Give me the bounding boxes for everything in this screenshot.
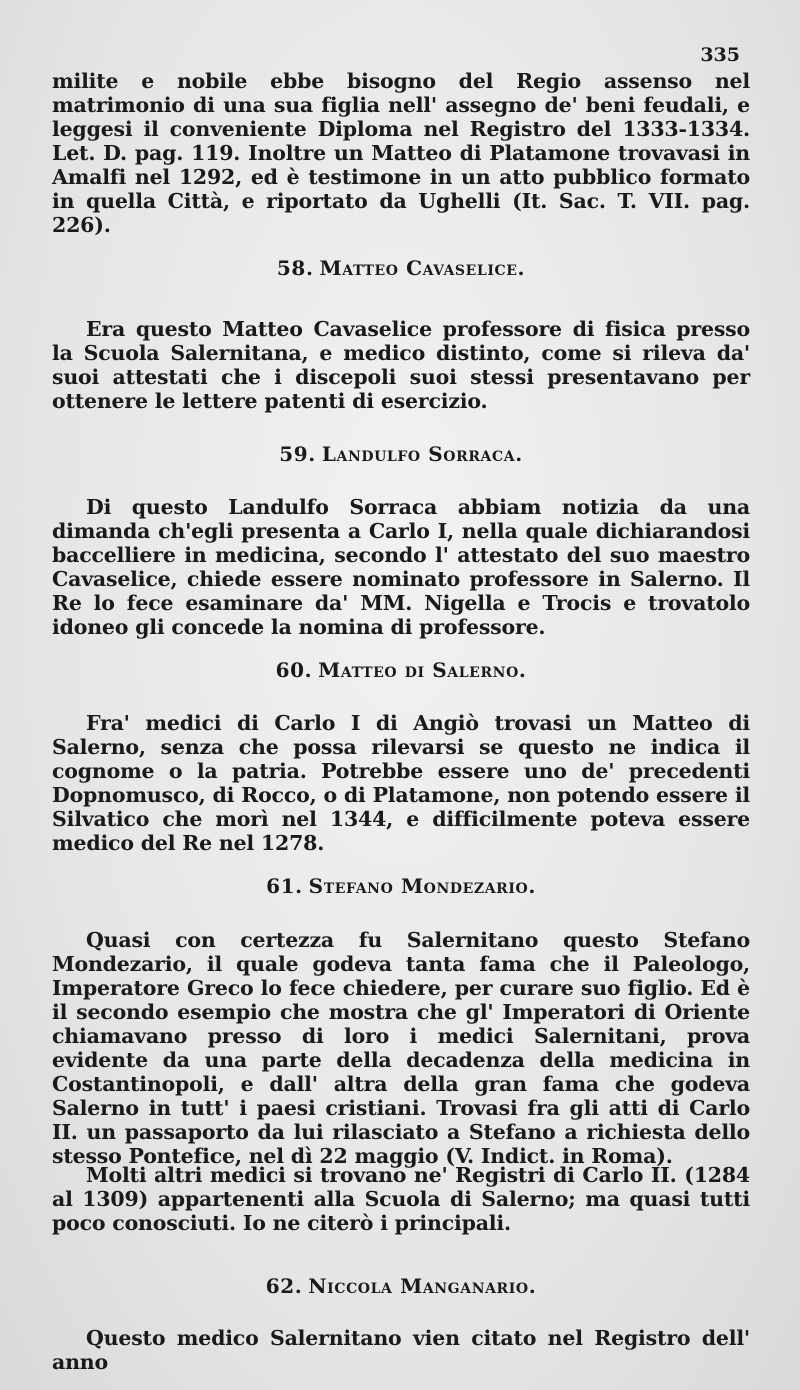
paragraph-intro — [52, 69, 750, 237]
page-number: 335 — [700, 44, 740, 66]
section-number: 62. — [265, 1274, 303, 1298]
paragraph-text: Di questo Landulfo Sorraca abbiam notizia da una dimanda ch'egli presenta a Carlo I, nella quale dichiarandosi baccelliere in medicina, secondo l' attestato del suo maestro Cavaselice, chiede essere nominato professore in Salerno. Il Re lo fece esaminare da' MM. Nigella e Trocis e trovatolo idoneo gli concede la nomina di professore. — [52, 495, 750, 639]
paragraph-61 — [52, 928, 750, 1168]
section-heading-61 — [52, 874, 750, 898]
section-heading-62 — [52, 1274, 750, 1298]
section-number: 59. — [279, 442, 316, 466]
paragraph-text: Questo medico Salernitano vien citato nel Registro dell' anno — [52, 1326, 750, 1374]
section-title: Niccola Manganario. — [308, 1274, 537, 1298]
paragraph-59 — [52, 495, 750, 639]
section-heading-58 — [52, 256, 750, 280]
section-title: Matteo Cavaselice. — [319, 256, 526, 280]
section-title: Landulfo Sorraca. — [321, 442, 523, 466]
paragraph-62 — [52, 1326, 750, 1374]
section-number: 60. — [275, 658, 313, 682]
section-title: Stefano Mondezario. — [308, 874, 536, 898]
paragraph-60 — [52, 711, 750, 855]
section-number: 58. — [276, 256, 314, 280]
paragraph-text: Fra' medici di Carlo I di Angiò trovasi un Matteo di Salerno, senza che possa rilevarsi se questo ne indica il cognome o la patria. Potrebbe essere uno de' precedenti Dopnomusco, di Rocco, o di Platamone, non potendo essere il Silvatico che morì nel 1344, e difficilmente poteva essere medico del Re nel 1278. — [52, 711, 750, 855]
section-number: 61. — [266, 874, 303, 898]
section-heading-59 — [52, 442, 750, 466]
paragraph-other-doctors — [52, 1163, 750, 1235]
paragraph-text: Molti altri medici si trovano ne' Registri di Carlo II. (1284 al 1309) appartenenti alla Scuola di Salerno; ma quasi tutti poco conosciuti. Io ne citerò i principali. — [52, 1163, 750, 1235]
section-title: Matteo di Salerno. — [318, 658, 527, 682]
section-heading-60 — [52, 658, 750, 682]
paragraph-text: Quasi con certezza fu Salernitano questo Stefano Mondezario, il quale godeva tanta fama che il Paleologo, Imperatore Greco lo fece chiedere, per curare suo figlio. Ed è il secondo esempio che mostra che gl' Imperatori di Oriente chiamavano presso di loro i medici Salernitani, prova evidente da una parte della decadenza della medicina in Costantinopoli, e dall' altra della gran fama che godeva Salerno in tutt' i paesi cristiani. Trovasi fra gli atti di Carlo II. un passaporto da lui rilasciato a Stefano a richiesta dello stesso Pontefice, nel dì 22 maggio (V. Indict. in Roma). — [52, 928, 750, 1168]
paragraph-text: milite e nobile ebbe bisogno del Regio assenso nel matrimonio di una sua figlia nell' assegno de' beni feudali, e leggesi il conveniente Diploma nel Registro del 1333-1334. Let. D. pag. 119. Inoltre un Matteo di Platamone trovavasi in Amalfi nel 1292, ed è testimone in un atto pubblico formato in quella Città, e riportato da Ughelli (It. Sac. T. VII. pag. 226). — [52, 69, 750, 237]
paragraph-58 — [52, 317, 750, 413]
paragraph-text: Era questo Matteo Cavaselice professore di fisica presso la Scuola Salernitana, e medico distinto, come si rileva da' suoi attestati che i discepoli suoi stessi presentavano per ottenere le lettere patenti di esercizio. — [52, 317, 750, 413]
